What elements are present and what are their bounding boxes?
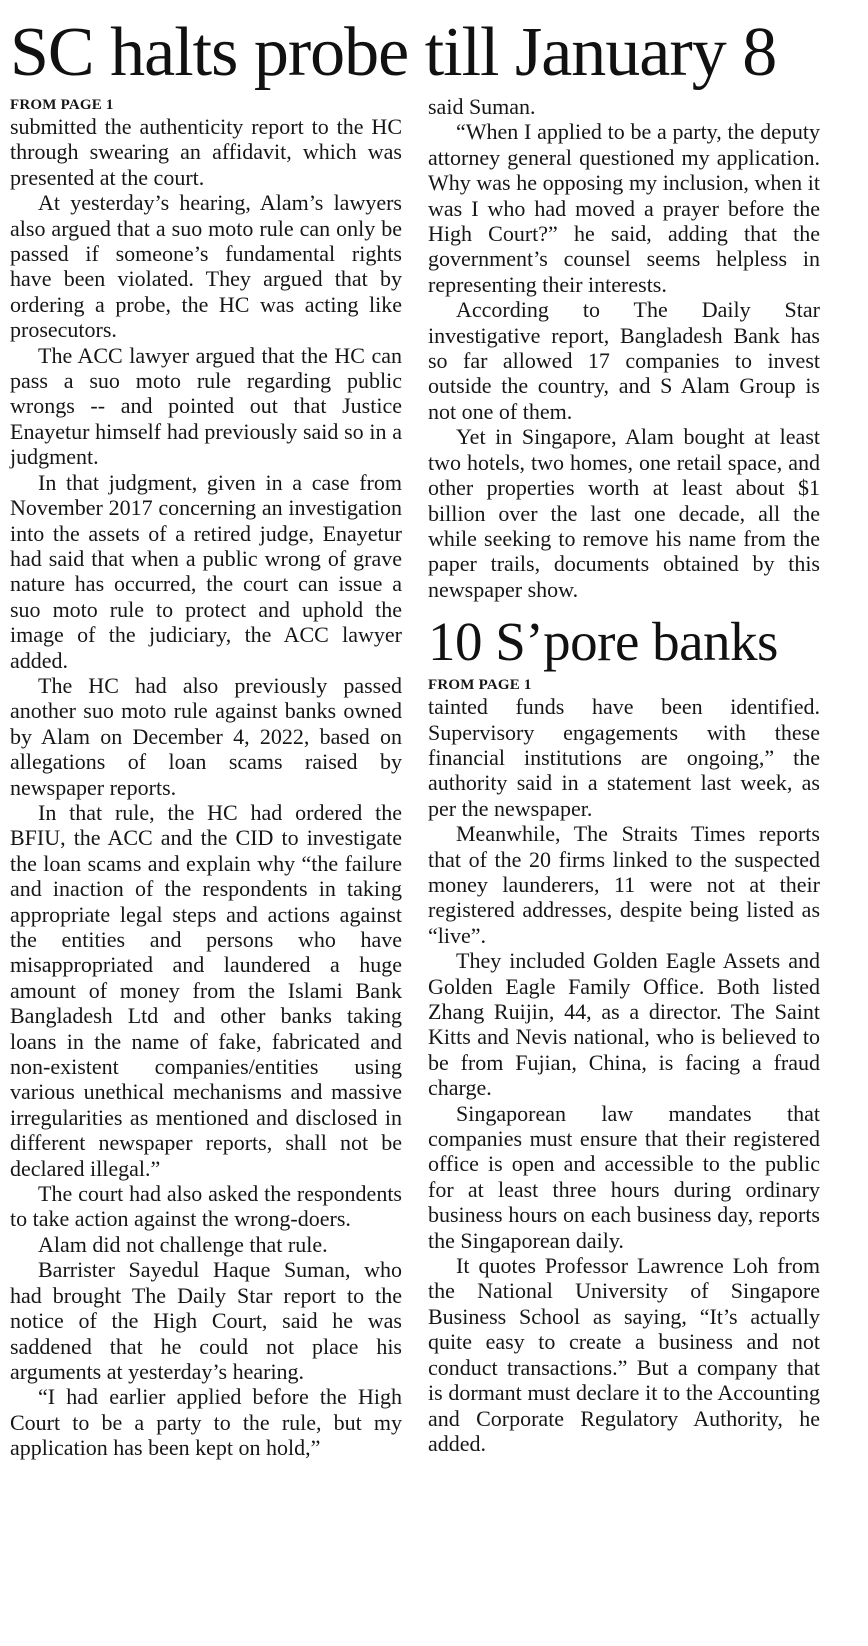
article-paragraph: Yet in Singapore, Alam bought at least two hotels, two homes, one retail space, and other properties worth at least about $1 billion over the last one decade, all the while seeking to remove his name from the paper trails, documents obtained by this newspaper show.	[428, 424, 820, 602]
article-paragraph: At yesterday’s hearing, Alam’s lawyers also argued that a suo moto rule can only be passed if someone’s fundamental rights have been violated. They argued that by ordering a probe, the HC was acting like prosecutors.	[10, 190, 402, 343]
article-paragraph: Meanwhile, The Straits Times reports that of the 20 firms linked to the suspected money launderers, 11 were not at their registered addresses, despite being listed as “live”.	[428, 821, 820, 948]
continuation-kicker: FROM PAGE 1	[10, 97, 114, 113]
article-paragraph: “I had earlier applied before the High Court to be a party to the rule, but my application has been kept on hold,”	[10, 1384, 402, 1461]
headline-sc-halts-probe: SC halts probe till January 8	[10, 14, 777, 91]
article-paragraph: Barrister Sayedul Haque Suman, who had brought The Daily Star report to the notice of the High Court, said he was saddened that he could not place his arguments at yesterday’s hearing.	[10, 1257, 402, 1384]
article-paragraph: tainted funds have been identified. Supervisory engagements with these financial institutions are ongoing,” the authority said in a statement last week, as per the newspaper.	[428, 694, 820, 821]
article-paragraph: The court had also asked the respondents to take action against the wrong-doers.	[10, 1181, 402, 1232]
article-paragraph: Alam did not challenge that rule.	[38, 1231, 328, 1257]
article-column-right	[428, 94, 820, 1456]
article-paragraph: In that rule, the HC had ordered the BFIU, the ACC and the CID to investigate the loan scams and explain why “the failure and inaction of the respondents in taking appropriate legal steps and actions against the entities and persons who have misappropriated and laundered a huge amount of money from the Islami Bank Bangladesh Ltd and other banks taking loans in the name of fake, fabricated and non-existent companies/entities using various unethical mechanisms and massive irregularities as mentioned and disclosed in different newspaper reports, shall not be declared illegal.”	[10, 799, 402, 1181]
article-paragraph: In that judgment, given in a case from November 2017 concerning an investigation into the assets of a retired judge, Enayetur had said that when a public wrong of grave nature has occurred, the court can issue a suo moto rule to protect and uphold the image of the judiciary, the ACC lawyer added.	[10, 469, 402, 673]
article-paragraph: The ACC lawyer argued that the HC can pass a suo moto rule regarding public wrongs -- and pointed out that Justice Enayetur himself had previously said so in a judgment.	[10, 342, 402, 470]
article-paragraph: submitted the authenticity report to the HC through swearing an affidavit, which was presented at the court.	[10, 114, 402, 190]
article-paragraph: It quotes Professor Lawrence Loh from the National University of Singapore Business School as saying, “It’s actually quite easy to create a business and not conduct transactions.” But a company that is dormant must declare it to the Accounting and Corporate Regulatory Authority, he added.	[428, 1253, 820, 1456]
headline-spore-banks: 10 S’pore banks	[428, 611, 778, 673]
article-paragraph: Singaporean law mandates that companies must ensure that their registered office is open and accessible to the public for at least three hours during ordinary business hours on each business day, reports the Singaporean daily.	[428, 1100, 820, 1253]
continuation-kicker: FROM PAGE 1	[428, 677, 532, 694]
article-paragraph: “When I applied to be a party, the deputy attorney general questioned my application. Why was he opposing my inclusion, when it was I who had moved a prayer before the High Court?” he said, adding that the government’s counsel seems helpless in representing their interests.	[428, 119, 820, 297]
article-paragraph: said Suman.	[428, 94, 536, 119]
article-paragraph: They included Golden Eagle Assets and Golden Eagle Family Office. Both listed Zhang Ruijin, 44, as a director. The Saint Kitts and Nevis national, who is believed to be from Fujian, China, is facing a fraud charge.	[428, 948, 820, 1101]
article-paragraph: The HC had also previously passed another suo moto rule against banks owned by Alam on December 4, 2022, based on allegations of loan scams raised by newspaper reports.	[10, 672, 402, 800]
article-column-left	[10, 96, 402, 1461]
article-paragraph: According to The Daily Star investigative report, Bangladesh Bank has so far allowed 17 companies to invest outside the country, and S Alam Group is not one of them.	[428, 297, 820, 424]
